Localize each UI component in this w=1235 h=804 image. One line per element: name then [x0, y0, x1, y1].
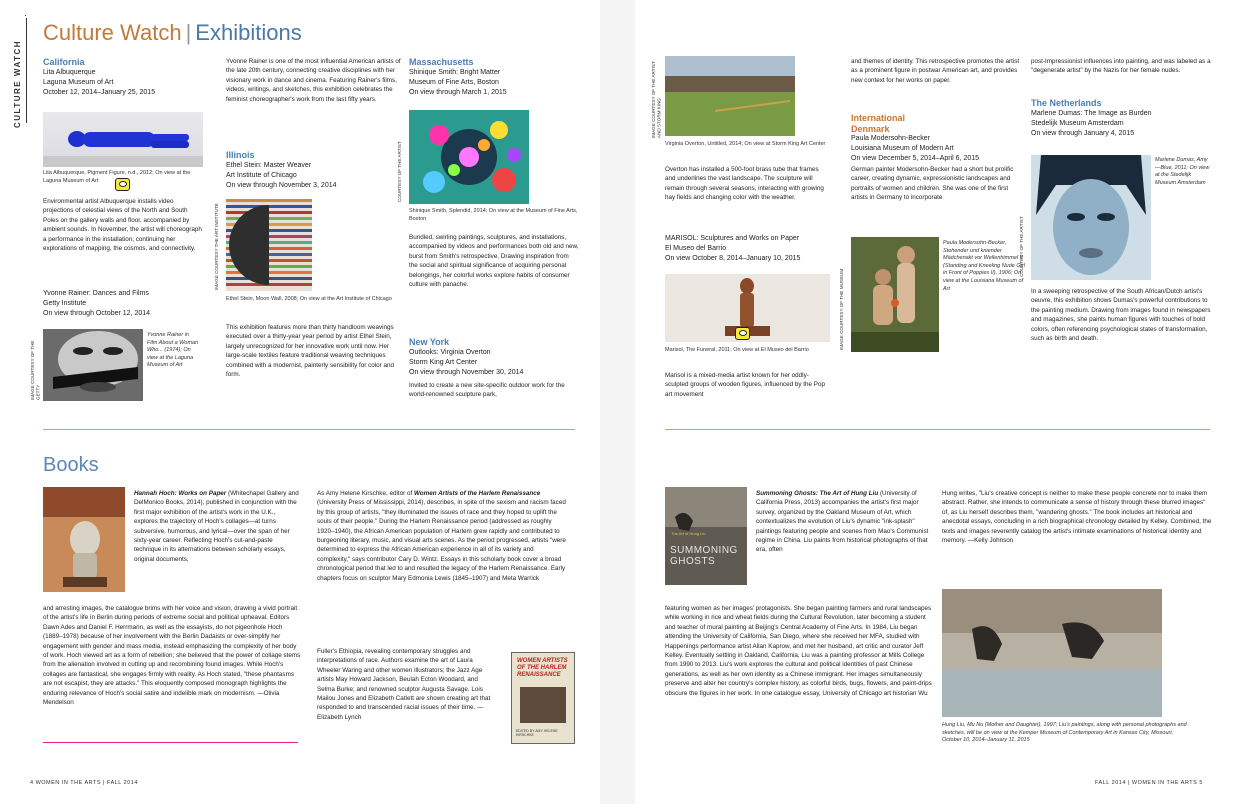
smith-caption: Shinique Smith, Splendid, 2014; On view at the Museum of Fine Arts, Boston: [409, 208, 578, 222]
hoch-cover-graphic: [43, 487, 125, 592]
face-graphic: [43, 329, 143, 401]
page-gutter: [600, 0, 635, 804]
rainer-credit: IMAGE COURTESY OF THE GETTY: [30, 340, 41, 400]
dumas-credit: COURTESY OF THE ARTIST: [1019, 216, 1024, 277]
post-body: post-Impressionist influences into painting, and was labeled as a "degenerate artist" by the Nazis for her female nudes.: [1031, 58, 1211, 75]
harlem-cover-editor: EDITED BY AMY HELENE KIRSCHKE: [516, 729, 558, 737]
region-massachusetts: Massachusetts: [409, 57, 474, 67]
hung-liu-painting: [942, 589, 1162, 717]
ghosts-book-cover: [665, 487, 747, 585]
rainer-caption: Yvonne Rainer in Film About a Woman Who... (1974); On view at the Laguna Museum of Art: [147, 332, 199, 369]
ghosts-cover-title: SUMMONING GHOSTS: [670, 545, 738, 567]
striped-circle-graphic: [226, 199, 312, 291]
overton-body: Overton has installed a 500-foot brass tube that frames and underlines the vast landscape. The sculpture will remain through several seasons, interacting with growing hay fields and changing color with the weather.: [665, 166, 824, 202]
harlem-tail: Fuller's Ethiopia, revealing contemporary struggles and interpretations of race. Authors examine the art of Laura Wheeler Waring and other women illustrators; the Jazz Age artists May Howard Jackson, Beulah Ecton Woodard, and Selma Burke; and renowned sculptor Augusta Savage. Lois Mailou Jones and Elizabeth Catlett are shown creating art that responded to and transcended racial issues of their time. —Elizabeth Lynch: [317, 648, 491, 721]
california-heading: Lita Albuquerque Laguna Museum of Art October 12, 2014–January 25, 2015: [43, 69, 156, 96]
massachusetts-heading: Shinique Smith: Bright Matter Museum of Fine Arts, Boston On view through March 1, 2015: [409, 69, 507, 96]
field-graphic: [665, 56, 795, 136]
hoch-book-title: Hannah Hoch: Works on Paper: [134, 490, 227, 497]
side-tab-rule: [26, 18, 27, 123]
hoch-book-cover: [43, 487, 125, 592]
modersohn-credit: IMAGE COURTESY OF THE MUSEUM: [839, 268, 844, 350]
stein-credit: IMAGE COURTESY THE ART INSTITUTE: [214, 203, 219, 290]
region-denmark: Denmark: [851, 124, 890, 134]
dumas-caption: Marlene Dumas, Amy—Blue, 2011; On view at the Stedelijk Museum Amsterdam: [1155, 157, 1210, 186]
california-body: Environmental artist Albuquerque installs video projections of celestial views of the North and South Poles on the gallery walls and floor, accompanied by ambient sounds. In November, the artist will choreograph a performance in the installation, continuing her explorations of mapping, the cosmos, and connectivity.: [43, 198, 202, 253]
section-separator: |: [185, 20, 192, 45]
section-divider-right: [665, 429, 1210, 430]
ghosts-intro-text: (University of California Press, 2013) accompanies the artist's first major survey, organized by the Oakland Museum of Art, which contextualizes the evolution of Liu's dynamic "ink-splash" paintings featuring people and scenes from Mao's Communist regime in China. Liu paints from historical photographs of that era, often: [756, 490, 929, 554]
harlem-book-title: Women Artists of the Harlem Renaissance: [413, 490, 541, 497]
marisol-caption: Marisol, The Funeral, 2011; On view at El Museo del Barrio: [665, 347, 809, 353]
smith-credit: COURTESY OF THE ARTIST: [397, 141, 402, 202]
hoch-intro: [134, 489, 300, 564]
section-title: [43, 20, 302, 46]
rainer-body: Yvonne Rainer is one of the most influential American artists of the late 20th century, connecting creative disciplines with her visionary work in dance and cinema. Featuring Rainer's films, videos, writings, and sketches, this exhibition celebrates the feminist choreographer's work from the last fifty years.: [226, 58, 401, 103]
albuquerque-image: [43, 112, 203, 167]
new-york-body: Invited to create a new site-specific outdoor work for the world-renowned sculpture park,: [409, 382, 565, 399]
ghosts-book-title: Summoning Ghosts: The Art of Hung Liu: [756, 490, 879, 497]
hung-liu-caption: Hung Liu, Mu Nu (Mother and Daughter), 1997; Liu's paintings, along with personal photographs and sketches, will be on view at the Kemper Museum of Contemporary Art in Kansas City, Missouri, October 10, 2014–January 11, 2015: [942, 722, 1187, 744]
region-netherlands: The Netherlands: [1031, 98, 1102, 108]
denmark-heading: Paula Modersohn-Becker Louisiana Museum of Modern Art On view December 5, 2014–April 6, 2015: [851, 135, 980, 162]
page-right: [635, 0, 1235, 804]
marisol-body: Marisol is a mixed-media artist known for her oddly-sculpted groups of wooden figures, influenced by the Pop art movement: [665, 372, 825, 398]
rainer-image: [43, 329, 143, 401]
harlem-review: [317, 489, 567, 583]
modersohn-caption: Paula Modersohn-Becker, Stehender und kniender Mädchenakt vor Wellenhimmel II (Standing and Kneeling Nude Girl in Front of Poppies II), 1906; On view at the Louisiana Museum of Art: [943, 240, 1025, 292]
comment-note-icon[interactable]: [115, 178, 130, 191]
marisol-heading: MARISOL: Sculptures and Works on Paper El Museo del Barrio On view October 8, 2014–January 10, 2015: [665, 235, 801, 262]
netherlands-body: In a sweeping retrospective of the South African/Dutch artist's oeuvre, this exhibition shows Dumas's powerful contributions to the painting medium. Drawing from images found in newspapers and magazines, she paints human figures with touches of bold colors, often referencing psychological states of transformation, such as birth and death.: [1031, 288, 1211, 343]
albuquerque-caption: Lita Albuquerque, Pigment Figure, n.d., 2012; On view at the Laguna Museum of Art: [43, 170, 191, 184]
comment-note-icon-2[interactable]: [735, 327, 750, 340]
blue-figure-graphic: [43, 112, 203, 167]
section-title-main: Culture Watch: [43, 20, 182, 45]
denmark-body: German painter Modersohn-Becker had a short but prolific career, creating dynamic, expressionistic landscapes and portraits of women and children. She was one of the first artists in Germany to incorporate: [851, 166, 1014, 202]
harlem-intro: As Amy Helene Kirschke, editor of: [317, 490, 413, 497]
blue-portrait-graphic: [1031, 155, 1151, 280]
stein-caption: Ethel Stein, Moon Wall, 2008; On view at the Art Institute of Chicago: [226, 296, 392, 302]
identity-body: and themes of identity. This retrospective promotes the artist as a prominent figure in postwar American art, and provides new context for her works on paper.: [851, 58, 1020, 84]
region-new-york: New York: [409, 337, 450, 347]
hoch-intro-text: (Whitechapel Gallery and DelMonico Books, 2014), published in conjunction with the first major exhibition of the artist's work in the U.K., explores the trajectory of Hoch's collages—at turns subversive, humorous, and lyrical—over the span of her sixty-year career. Reflecting Hoch's cut-and-paste technique in its alternations between scholarly essays, original documents,: [134, 490, 299, 563]
section-divider: [43, 429, 575, 430]
region-illinois: Illinois: [226, 150, 255, 160]
colorful-painting-graphic: [409, 110, 529, 204]
ghosts-review-col3: Hung writes, "Liu's creative concept is neither to make these people concrete nor to make them abstract. Rather, she intends to communicate a sense of history through these blurred images" of, as Liu herself describes them, "wandering ghosts." The book includes art historical and anecdotal essays, concluding in a rich biographical chronology detailed by Kelley. Combined, the texts and images reverently catalog the artist's intimate examinations of historical identity and memory. —Kelly Johnson: [942, 490, 1212, 545]
books-title: Books: [43, 454, 99, 476]
illinois-heading: Ethel Stein: Master Weaver Art Institute of Chicago On view through November 3, 2014: [226, 162, 337, 189]
ghosts-review: featuring women as her images' protagonists. She began painting farmers and rural landscapes while working in rice and wheat fields during the Cultural Revolution, later becoming a student and teacher of mural painting at Beijing's Central Academy of Fine Arts. In 1984, Liu began attending the University of California, San Diego, where she received her MFA, studied with Happenings performance artist Allan Kaprow, and met her husband, art critic and curator Jeff Kelley. Eventually settling in Oakland, California, Liu was a painting professor at Mills College from 1990 to 2013. Liu's work explores the cultural and political identities of past Chinese generations, as well as her own identity as a Chinese immigrant. Her images simultaneously preserve and alter her country's complex history, as colorful birds, bugs, flowers, and paint-drips obscure the figures in her work. In one catalogue essay, University of Chicago art historian Wu: [665, 605, 932, 697]
overton-caption: Virginia Overton, Untitled, 2014; On view at Storm King Art Center: [665, 141, 826, 147]
overton-credit: IMAGE COURTESY OF THE ARTIST AND STORM KING: [651, 61, 662, 138]
ghosts-cover-subtitle: The Art of Hung Liu: [671, 531, 706, 536]
illinois-body: This exhibition features more than thirty handloom weavings executed over a thirty-year year period by artist Ethel Stein, largely unrecognized for her innovative work until now. Her large-scale textiles feature traditional weaving techniques combined with a modernist, painterly sensibility for color and form.: [226, 324, 394, 379]
region-california: California: [43, 57, 85, 67]
dumas-image: [1031, 155, 1151, 280]
hoch-review: and arresting images, the catalogue brims with her voice and vision, drawing a vivid portrait of the artist's life in Berlin during periods of extreme social and political upheaval. Editors Dawn Ades and Daniel F. Herrmann, as well as the essayists, do not pigeonhole Hoch (1889–1978) because of her involvement with the Berlin Dadaists or over-simplify her engagement with gender and mass media, instead emphasizing the complexity of her body of work. Hoch viewed art as a form of rebellion; she believed that the power of collage stems from the alienation involved in cutting up and recombining found images. While Hoch's collages are fantastical, she engages firmly with reality. As Hoch stated, "these phantasms are not escapist, they are attacks." This eloquently composed monograph highlights the enduring relevance of Hoch's social satire and indelible mark on modernism. —Olivia Mendelson: [43, 605, 301, 707]
rainer-heading: Yvonne Rainer: Dances and Films Getty Institute On view through October 12, 2014: [43, 290, 151, 317]
overton-image: [665, 56, 795, 136]
ghosts-intro: [756, 489, 932, 555]
figures-painting-graphic: [851, 237, 939, 352]
stein-image: [226, 199, 312, 291]
footer-left: 4 WOMEN IN THE ARTS | FALL 2014: [30, 780, 138, 786]
harlem-body: (University Press of Mississippi, 2014), describes, in spite of the sexism and racism faced by this group of artists, "they illuminated the issues of race and they hoped to uplift the souls of their people." During the Harlem Renaissance period (addressed as roughly 1920–1940), the African American population of Harlem grew rapidly and contributed to burgeoning literary, music, and visual arts scenes. As the period progressed, artists "were determined to express the African American experience in all of its variety and complexity," says contributor Cary D. Wintz. Essays in this scholarly book cover a broad chronological period that led to and resulted the legacy of the Harlem Renaissance. Early chapters focus on sculptor Mary Edmonia Lewis (1845–1907) and Meta Warrick: [317, 499, 566, 582]
side-tab: CULTURE WATCH: [13, 39, 22, 128]
page-left: [0, 0, 600, 804]
modersohn-image: [851, 237, 939, 352]
harlem-book-cover: [511, 652, 575, 744]
netherlands-heading: Marlene Dumas: The Image as Burden Stedelijk Museum Amsterdam On view through January 4, 2015: [1031, 110, 1152, 137]
section-subtitle: Exhibitions: [195, 20, 302, 45]
harlem-cover-art: [520, 687, 566, 723]
women-in-field-graphic: [942, 589, 1162, 717]
footer-right: FALL 2014 | WOMEN IN THE ARTS 5: [1095, 780, 1203, 786]
international-label: International: [851, 113, 906, 123]
massachusetts-body: Bundled, swirling paintings, sculptures, and installations, accompanied by videos and performances both old and new, burst from Smith's retrospective. Drawing inspiration from the social and spiritual significance of acquiring personal belongings, her colorful works explore habits of consumer culture with panache.: [409, 234, 579, 289]
new-york-heading: Outlooks: Virginia Overton Storm King Art Center On view through November 30, 2014: [409, 349, 524, 376]
highlight-annotation[interactable]: [43, 742, 298, 743]
ghosts-cover-graphic: [665, 487, 747, 585]
smith-image: [409, 110, 529, 204]
harlem-cover-title: WOMEN ARTISTS OF THE HARLEM RENAISSANCE: [517, 658, 568, 678]
